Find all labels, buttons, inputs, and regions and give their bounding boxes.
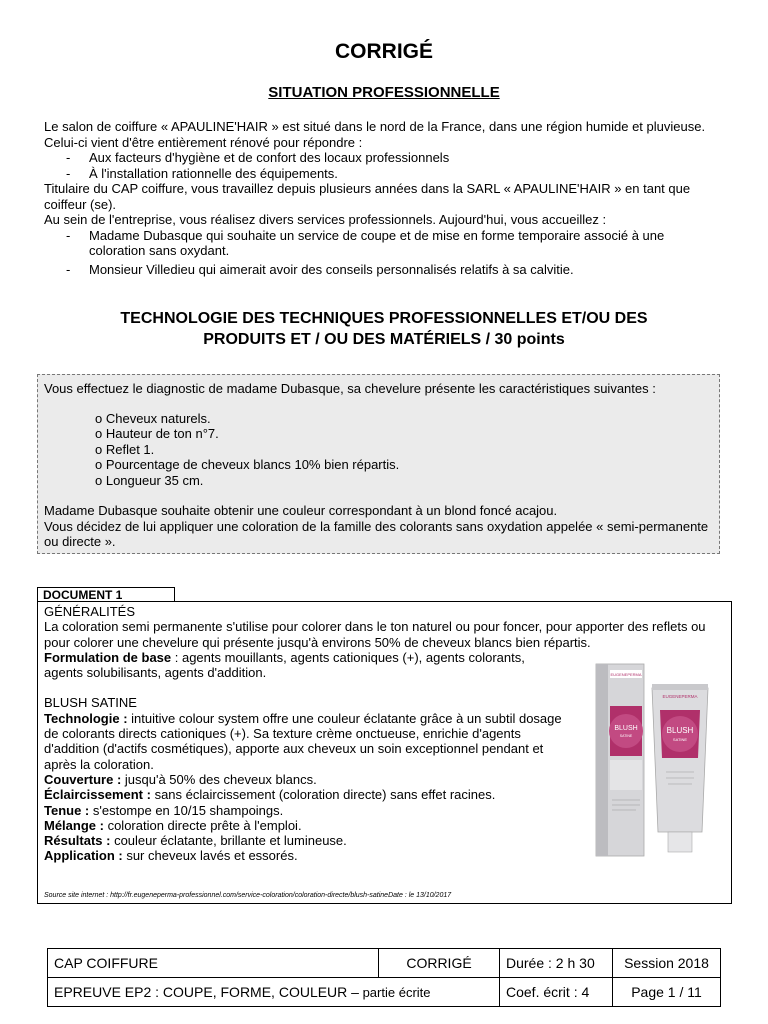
list-item: o Pourcentage de cheveux blancs 10% bien répartis. xyxy=(95,457,400,472)
coverage-text: jusqu'à 50% des cheveux blancs. xyxy=(121,771,317,787)
technology-label: Technologie : xyxy=(44,710,128,726)
list-item: o Hauteur de ton n°7. xyxy=(95,426,219,441)
application-label: Application : xyxy=(44,848,123,864)
intro-list-1 xyxy=(44,150,724,181)
list-item xyxy=(44,166,724,182)
footer-test-part: partie écrite xyxy=(358,985,431,1000)
footer-coefficient: Coef. écrit : 4 xyxy=(500,978,613,1007)
footer-test-title: EPREUVE EP2 : COUPE, FORME, COULEUR – xyxy=(54,984,359,1000)
table-row xyxy=(48,949,721,978)
section-title-line-1: TECHNOLOGIE DES TECHNIQUES PROFESSIONNELLES ET/OU DES xyxy=(120,310,648,327)
hold-label: Tenue : xyxy=(44,802,90,818)
box-name-text: BLUSH xyxy=(614,725,638,732)
list-item-text: Monsieur Villedieu qui aimerait avoir des conseils personnalisés relatifs à sa calvitie. xyxy=(89,261,574,277)
intro-text xyxy=(44,119,724,277)
technology-section-title xyxy=(0,308,768,350)
section-title-line-2: PRODUITS ET / OU DES MATÉRIELS / 30 points xyxy=(203,331,565,348)
results-text: couleur éclatante, brillante et lumineuse. xyxy=(110,833,347,849)
dash-bullet: - xyxy=(66,165,71,181)
intro-paragraph-2: Titulaire du CAP coiffure, vous travaillez depuis plusieurs années dans la SARL « APAULINE'HAIR » en tant que coiffeur (se). xyxy=(44,181,691,212)
diagnostic-paragraph-1: Madame Dubasque souhaite obtenir une couleur correspondant à un blond foncé acajou. xyxy=(44,503,558,518)
tube-sub-text: SATINE xyxy=(672,737,688,742)
technology-text: intuitive colour system offre une couleur éclatante grâce à un subtil dosage de colorants directs cationiques (+). Sa texture crème onctueuse, enrichie d'agents d'addition (d'actifs cosmétiques), apporte aux cheveux un soin exceptionnel pendant et après la coloration. xyxy=(44,710,562,772)
diagnostic-box xyxy=(37,374,720,554)
formulation-label: Formulation de base xyxy=(44,649,172,665)
list-item: o Cheveux naturels. xyxy=(95,410,211,426)
tube-name-text: BLUSH xyxy=(666,726,694,735)
mix-text: coloration directe prête à l'emploi. xyxy=(103,817,302,833)
brand-logo-text: EUGENEPERMA xyxy=(610,672,642,677)
dash-bullet: - xyxy=(66,261,71,277)
mix-label: Mélange : xyxy=(44,817,104,833)
product-heading: BLUSH SATINE xyxy=(44,695,137,711)
product-box xyxy=(596,664,644,856)
document-heading: GÉNÉRALITÉS xyxy=(44,604,136,619)
list-item xyxy=(44,262,724,278)
document-tab: DOCUMENT 1 xyxy=(37,587,175,602)
section-subtitle: SITUATION PROFESSIONNELLE xyxy=(268,84,500,101)
tube-brand-text: EUGENEPERMA xyxy=(662,694,698,699)
diagnostic-intro: Vous effectuez le diagnostic de madame Dubasque, sa chevelure présente les caractéristiques suivantes : xyxy=(44,381,656,396)
technology-paragraph xyxy=(44,711,564,772)
list-item: o Reflet 1. xyxy=(95,441,155,457)
intro-paragraph-1: Le salon de coiffure « APAULINE'HAIR » est situé dans le nord de la France, dans une région humide et pluvieuse. Celui-ci vient d'être entièrement rénové pour répondre : xyxy=(44,119,706,150)
lightening-text: sans éclaircissement (coloration directe) sans effet racines. xyxy=(150,787,496,803)
formulation-text: : agents mouillants, agents cationiques (+), agents colorants, agents solubilisants, agents d'addition. xyxy=(44,649,525,681)
lightening-label: Éclaircissement : xyxy=(44,787,151,803)
dash-bullet: - xyxy=(66,227,71,243)
hold-text: s'estompe en 10/15 shampoings. xyxy=(89,802,284,818)
list-item-text: Aux facteurs d'hygiène et de confort des locaux professionnels xyxy=(89,150,450,165)
footer-page-number: Page 1 / 11 xyxy=(613,978,721,1007)
formulation-paragraph xyxy=(44,650,564,681)
source-citation: Source site internet : http://fr.eugeneperma-professionnel.com/service-coloration/coloration-directe/blush-satineDate : le 13/10/2017 xyxy=(44,892,452,899)
footer-duration: Durée : 2 h 30 xyxy=(500,949,613,978)
list-item-text: Madame Dubasque qui souhaite un service de coupe et de mise en forme temporaire associé à une coloration sans oxydant. xyxy=(89,227,665,258)
intro-list-2 xyxy=(44,228,724,278)
list-item xyxy=(44,150,724,166)
document-paragraph-1: La coloration semi permanente s'utilise pour colorer dans le ton naturel ou pour foncer, pour apporter des reflets ou pour colorer une chevelure qui présente jusqu'à environs 50% de cheveux blancs bien répartis. xyxy=(44,619,706,650)
list-item: o Longueur 35 cm. xyxy=(95,472,204,488)
footer-test-name xyxy=(48,978,500,1007)
footer-corrige: CORRIGÉ xyxy=(379,949,500,978)
page-title: CORRIGÉ xyxy=(334,40,433,63)
product-image xyxy=(590,660,720,860)
coverage-label: Couverture : xyxy=(44,771,122,787)
table-row xyxy=(48,978,721,1007)
box-sub-text: SATINE xyxy=(619,734,633,738)
footer-session: Session 2018 xyxy=(613,949,721,978)
footer-exam-name: CAP COIFFURE xyxy=(48,949,379,978)
product-tube xyxy=(652,684,708,852)
results-label: Résultats : xyxy=(44,833,111,849)
list-item-text: À l'installation rationnelle des équipements. xyxy=(89,165,338,181)
intro-paragraph-3: Au sein de l'entreprise, vous réalisez divers services professionnels. Aujourd'hui, vous accueillez : xyxy=(44,212,607,227)
list-item xyxy=(44,228,724,259)
footer-table xyxy=(47,948,721,1007)
hair-characteristics-list xyxy=(44,411,713,489)
dash-bullet: - xyxy=(66,150,71,165)
application-text: sur cheveux lavés et essorés. xyxy=(122,848,298,864)
diagnostic-paragraph-2: Vous décidez de lui appliquer une coloration de la famille des colorants sans oxydation appelée « semi-permanente ou directe ». xyxy=(44,518,709,549)
